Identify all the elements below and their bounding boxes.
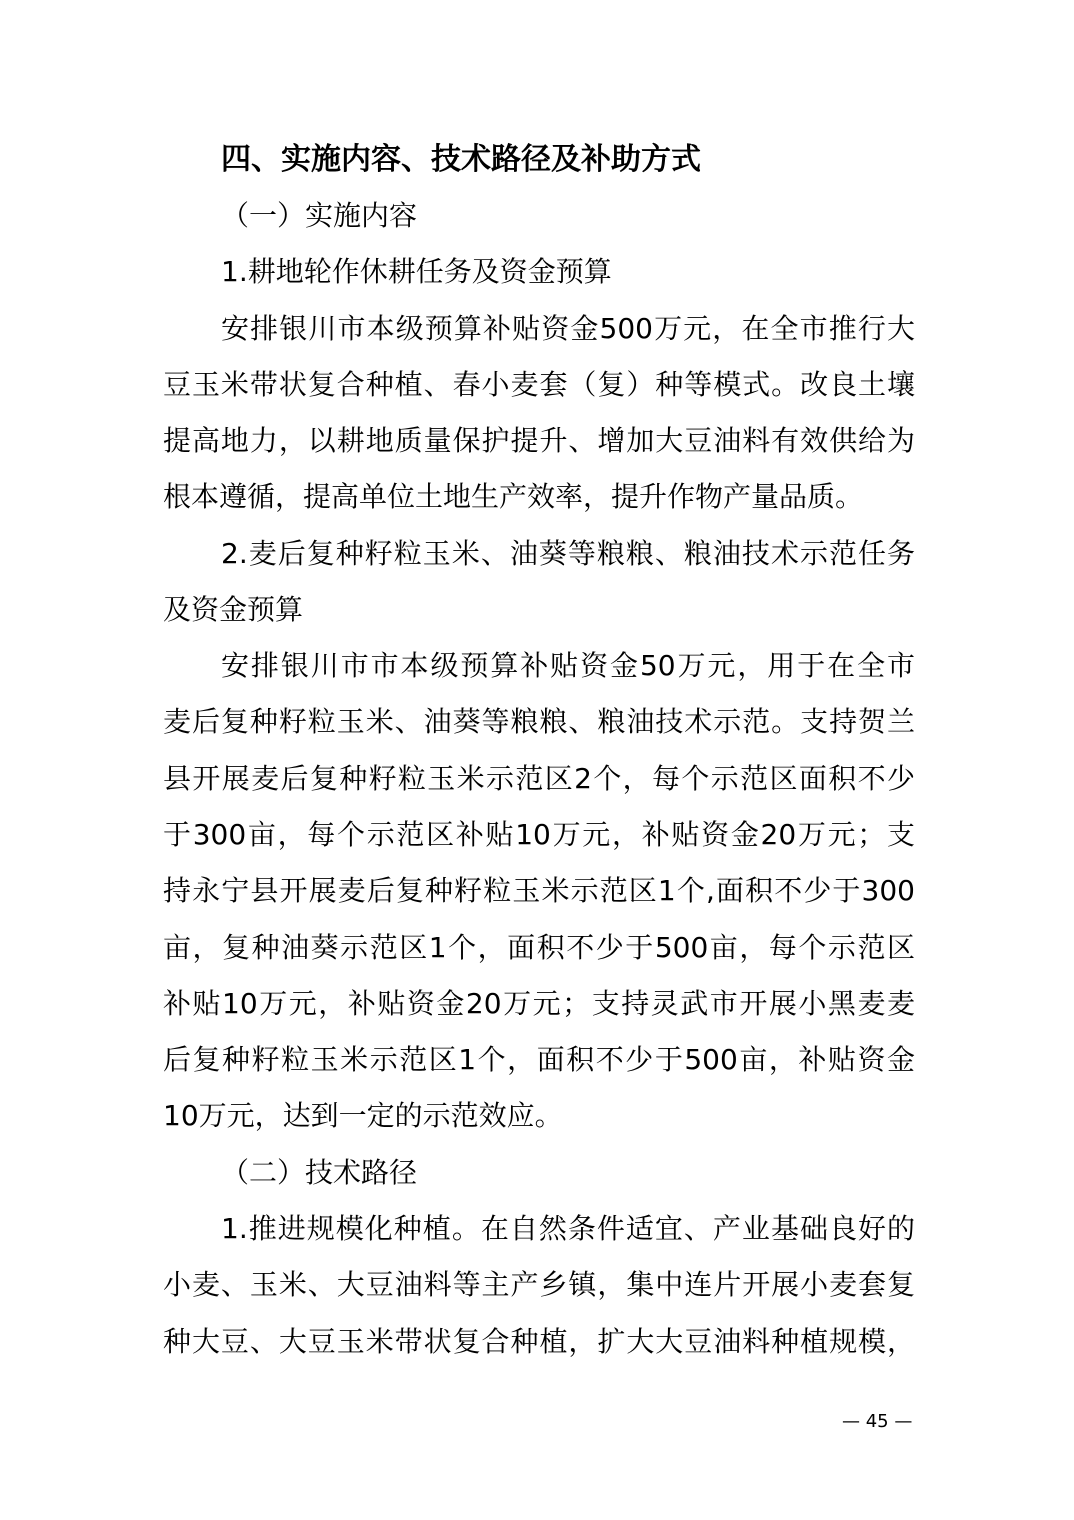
- para-2-line-8: 后复种籽粒玉米示范区1个，面积不少于500亩，补贴资金: [163, 1043, 915, 1076]
- section-heading: 四、实施内容、技术路径及补助方式: [221, 142, 701, 177]
- para-2-line-3: 县开展麦后复种籽粒玉米示范区2个，每个示范区面积不少: [163, 762, 915, 795]
- para-2-line-7: 补贴10万元，补贴资金20万元；支持灵武市开展小黑麦麦: [163, 987, 915, 1020]
- item-2-title-line-1: 2.麦后复种籽粒玉米、油葵等粮粮、粮油技术示范任务: [221, 537, 915, 570]
- para-3-line-2: 小麦、玉米、大豆油料等主产乡镇，集中连片开展小麦套复: [163, 1268, 915, 1301]
- para-2-line-6: 亩，复种油葵示范区1个，面积不少于500亩，每个示范区: [163, 931, 915, 964]
- para-1-line-3: 提高地力，以耕地质量保护提升、增加大豆油料有效供给为: [163, 424, 915, 457]
- item-2-title-line-2: 及资金预算: [163, 593, 304, 626]
- para-1-line-1: 安排银川市本级预算补贴资金500万元，在全市推行大: [221, 312, 915, 345]
- subheading-technical-path: （二）技术路径: [221, 1156, 418, 1189]
- para-2-line-2: 麦后复种籽粒玉米、油葵等粮粮、粮油技术示范。支持贺兰: [163, 705, 915, 738]
- item-1-title: 1.耕地轮作休耕任务及资金预算: [221, 255, 612, 288]
- para-1-line-4: 根本遵循，提高单位土地生产效率，提升作物产量品质。: [163, 480, 864, 513]
- para-2-line-1: 安排银川市市本级预算补贴资金50万元，用于在全市: [221, 649, 915, 682]
- para-1-line-2: 豆玉米带状复合种植、春小麦套（复）种等模式。改良土壤: [163, 368, 915, 401]
- page-number: — 45 —: [842, 1411, 913, 1432]
- para-2-line-9: 10万元，达到一定的示范效应。: [163, 1099, 563, 1132]
- para-2-line-4: 于300亩，每个示范区补贴10万元，补贴资金20万元；支: [163, 818, 915, 851]
- para-3-line-3: 种大豆、大豆玉米带状复合种植，扩大大豆油料种植规模，: [163, 1325, 915, 1358]
- subheading-implementation: （一）实施内容: [221, 199, 418, 232]
- para-3-line-1: 1.推进规模化种植。在自然条件适宜、产业基础良好的: [221, 1212, 915, 1245]
- para-2-line-5: 持永宁县开展麦后复种籽粒玉米示范区1个,面积不少于300: [163, 874, 915, 907]
